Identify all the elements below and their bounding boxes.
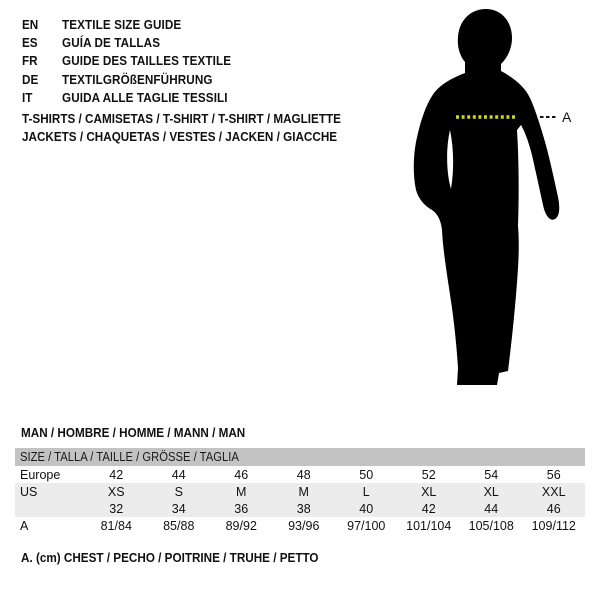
size-cell: 56 [546, 467, 561, 482]
size-cell: XS [107, 484, 125, 499]
size-cell: 85/88 [163, 518, 195, 533]
row-label: US [20, 484, 38, 499]
size-cell: S [174, 484, 183, 499]
size-cell: L [362, 484, 370, 499]
size-cell: 93/96 [288, 518, 320, 533]
man-silhouette-icon [414, 9, 559, 385]
language-code: ES [22, 34, 38, 50]
size-cell: 109/112 [531, 518, 576, 533]
size-cell: 105/108 [468, 518, 514, 533]
language-label: TEXTILE SIZE GUIDE [62, 16, 182, 32]
size-cell: 44 [171, 467, 186, 482]
row-label: A [20, 518, 29, 533]
size-cell: 48 [296, 467, 311, 482]
size-cell: 54 [484, 467, 499, 482]
language-label: GUIDE DES TAILLES TEXTILE [62, 53, 232, 69]
size-cell: 36 [234, 501, 249, 516]
size-cell: M [236, 484, 247, 499]
measure-label-a: A [562, 109, 572, 125]
language-label: GUIDA ALLE TAGLIE TESSILI [62, 89, 228, 105]
language-label: GUÍA DE TALLAS [62, 34, 161, 50]
table-row-chest-a [15, 517, 585, 534]
size-cell: 101/104 [406, 518, 452, 533]
size-table-header: SIZE / TALLA / TAILLE / GRÖSSE / TAGLIA [15, 448, 585, 466]
size-cell: 40 [359, 501, 374, 516]
size-cell: 32 [109, 501, 124, 516]
row-label: Europe [20, 467, 61, 482]
language-code: IT [22, 89, 33, 105]
section-title-man: MAN / HOMBRE / HOMME / MANN / MAN [21, 425, 246, 440]
table-row-us [15, 483, 585, 500]
size-cell: 81/84 [100, 518, 132, 533]
size-cell: 46 [234, 467, 249, 482]
measurement-footnote: A. (cm) CHEST / PECHO / POITRINE / TRUHE / PETTO [21, 550, 319, 565]
size-cell: XXL [541, 484, 566, 499]
size-cell: XL [483, 484, 499, 499]
size-cell: 42 [109, 467, 124, 482]
size-cell: 52 [421, 467, 436, 482]
size-cell: 44 [484, 501, 499, 516]
category-line-tshirts: T-SHIRTS / CAMISETAS / T-SHIRT / T-SHIRT / MAGLIETTE [22, 111, 341, 126]
language-code: FR [22, 53, 38, 69]
table-row-uk [15, 500, 585, 517]
size-cell: XL [421, 484, 437, 499]
size-cell: 46 [546, 501, 561, 516]
table-row-europe [15, 466, 585, 483]
size-cell: 34 [171, 501, 186, 516]
size-cell: 89/92 [225, 518, 257, 533]
size-cell: 42 [421, 501, 436, 516]
language-code: DE [22, 71, 39, 87]
size-cell: 50 [359, 467, 374, 482]
size-cell: M [298, 484, 309, 499]
category-line-jackets: JACKETS / CHAQUETAS / VESTES / JACKEN / GIACCHE [22, 129, 338, 144]
language-code: EN [22, 16, 39, 32]
language-label: TEXTILGRÖßENFÜHRUNG [62, 71, 213, 87]
size-table [15, 448, 585, 534]
size-cell: 38 [296, 501, 311, 516]
size-cell: 97/100 [347, 518, 386, 533]
